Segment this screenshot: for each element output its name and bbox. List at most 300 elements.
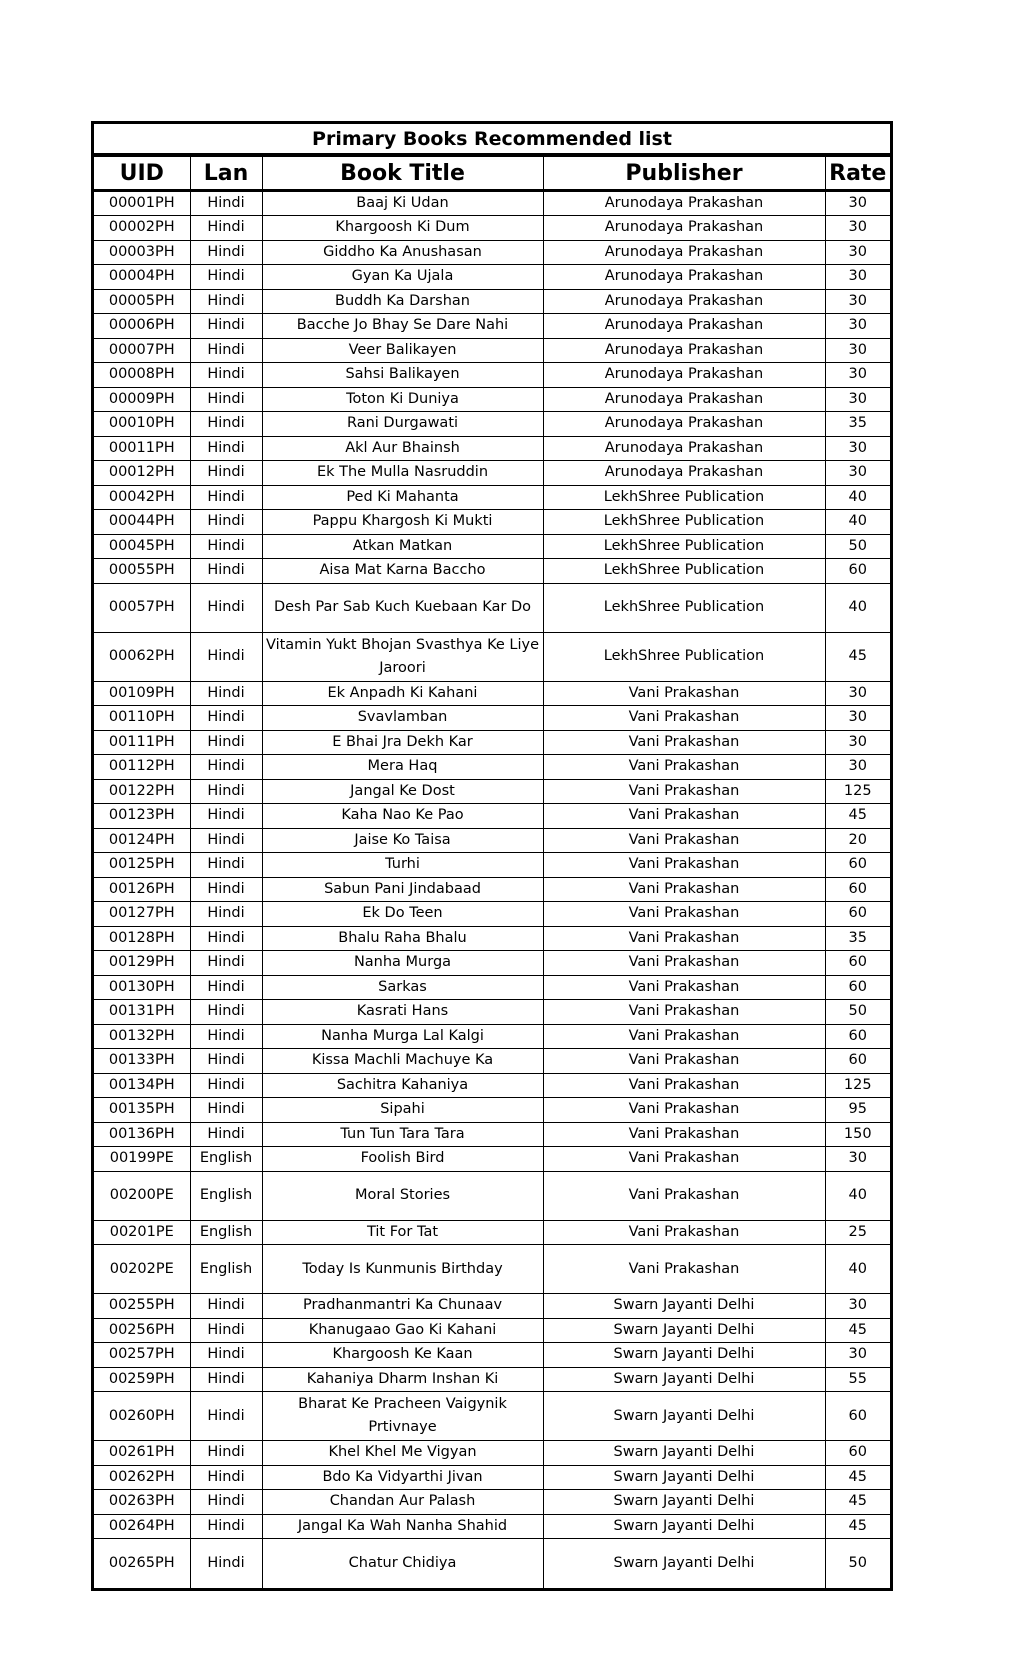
- book-title-cell: Nanha Murga: [262, 951, 543, 976]
- rate-cell: 30: [825, 730, 890, 755]
- publisher-cell: Arunodaya Prakashan: [543, 436, 825, 461]
- book-title-cell: Kaha Nao Ke Pao: [262, 804, 543, 829]
- table-row: [94, 1343, 890, 1368]
- uid-cell: 00122PH: [94, 779, 190, 804]
- publisher-cell: Vani Prakashan: [543, 1171, 825, 1220]
- language-cell: Hindi: [190, 1490, 262, 1515]
- book-title-cell: Akl Aur Bhainsh: [262, 436, 543, 461]
- book-title-cell: E Bhai Jra Dekh Kar: [262, 730, 543, 755]
- language-cell: Hindi: [190, 1514, 262, 1539]
- book-title-cell: Pradhanmantri Ka Chunaav: [262, 1294, 543, 1319]
- language-cell: Hindi: [190, 975, 262, 1000]
- publisher-cell: Vani Prakashan: [543, 755, 825, 780]
- rate-cell: 30: [825, 755, 890, 780]
- book-title-cell: Vitamin Yukt Bhojan Svasthya Ke Liye Jaroori: [262, 632, 543, 681]
- publisher-cell: Vani Prakashan: [543, 1024, 825, 1049]
- uid-cell: 00202PE: [94, 1245, 190, 1294]
- rate-cell: 45: [825, 1465, 890, 1490]
- language-cell: Hindi: [190, 240, 262, 265]
- publisher-cell: Swarn Jayanti Delhi: [543, 1318, 825, 1343]
- publisher-cell: Arunodaya Prakashan: [543, 461, 825, 486]
- uid-cell: 00042PH: [94, 485, 190, 510]
- publisher-cell: Vani Prakashan: [543, 902, 825, 927]
- uid-cell: 00265PH: [94, 1539, 190, 1588]
- book-title-cell: Rani Durgawati: [262, 412, 543, 437]
- language-cell: Hindi: [190, 730, 262, 755]
- language-cell: Hindi: [190, 755, 262, 780]
- uid-cell: 00125PH: [94, 853, 190, 878]
- rate-cell: 30: [825, 681, 890, 706]
- rate-cell: 45: [825, 804, 890, 829]
- rate-cell: 50: [825, 1000, 890, 1025]
- book-title-cell: Baaj Ki Udan: [262, 191, 543, 216]
- table-row: [94, 779, 890, 804]
- table-row: [94, 1122, 890, 1147]
- header-uid: UID: [94, 157, 190, 191]
- language-cell: Hindi: [190, 1000, 262, 1025]
- publisher-cell: Swarn Jayanti Delhi: [543, 1294, 825, 1319]
- language-cell: Hindi: [190, 510, 262, 535]
- publisher-cell: Vani Prakashan: [543, 681, 825, 706]
- uid-cell: 00012PH: [94, 461, 190, 486]
- language-cell: Hindi: [190, 1294, 262, 1319]
- publisher-cell: Swarn Jayanti Delhi: [543, 1343, 825, 1368]
- rate-cell: 60: [825, 1024, 890, 1049]
- uid-cell: 00259PH: [94, 1367, 190, 1392]
- rate-cell: 40: [825, 1171, 890, 1220]
- book-title-cell: Buddh Ka Darshan: [262, 289, 543, 314]
- publisher-cell: Vani Prakashan: [543, 804, 825, 829]
- uid-cell: 00111PH: [94, 730, 190, 755]
- table-row: [94, 706, 890, 731]
- language-cell: Hindi: [190, 1024, 262, 1049]
- uid-cell: 00129PH: [94, 951, 190, 976]
- book-title-cell: Atkan Matkan: [262, 534, 543, 559]
- table-row: [94, 191, 890, 216]
- book-title-cell: Chatur Chidiya: [262, 1539, 543, 1588]
- rate-cell: 125: [825, 779, 890, 804]
- rate-cell: 95: [825, 1098, 890, 1123]
- rate-cell: 25: [825, 1220, 890, 1245]
- table-row: [94, 1220, 890, 1245]
- publisher-cell: LekhShree Publication: [543, 485, 825, 510]
- uid-cell: 00003PH: [94, 240, 190, 265]
- language-cell: Hindi: [190, 559, 262, 584]
- table-row: [94, 412, 890, 437]
- language-cell: Hindi: [190, 314, 262, 339]
- publisher-cell: LekhShree Publication: [543, 632, 825, 681]
- rate-cell: 45: [825, 1490, 890, 1515]
- publisher-cell: Vani Prakashan: [543, 828, 825, 853]
- language-cell: Hindi: [190, 1465, 262, 1490]
- uid-cell: 00007PH: [94, 338, 190, 363]
- publisher-cell: Vani Prakashan: [543, 730, 825, 755]
- table-row: [94, 1318, 890, 1343]
- uid-cell: 00200PE: [94, 1171, 190, 1220]
- language-cell: English: [190, 1220, 262, 1245]
- uid-cell: 00055PH: [94, 559, 190, 584]
- publisher-cell: Vani Prakashan: [543, 1220, 825, 1245]
- table-row: [94, 240, 890, 265]
- rate-cell: 30: [825, 265, 890, 290]
- table-row: [94, 1000, 890, 1025]
- rate-cell: 60: [825, 951, 890, 976]
- book-title-cell: Giddho Ka Anushasan: [262, 240, 543, 265]
- uid-cell: 00136PH: [94, 1122, 190, 1147]
- table-row: [94, 1024, 890, 1049]
- language-cell: Hindi: [190, 681, 262, 706]
- book-title-cell: Ped Ki Mahanta: [262, 485, 543, 510]
- uid-cell: 00132PH: [94, 1024, 190, 1049]
- uid-cell: 00011PH: [94, 436, 190, 461]
- rate-cell: 40: [825, 1245, 890, 1294]
- table-row: [94, 804, 890, 829]
- table-row: [94, 877, 890, 902]
- book-title-cell: Bhalu Raha Bhalu: [262, 926, 543, 951]
- table-row: [94, 510, 890, 535]
- header-rate: Rate: [825, 157, 890, 191]
- uid-cell: 00110PH: [94, 706, 190, 731]
- book-title-cell: Gyan Ka Ujala: [262, 265, 543, 290]
- uid-cell: 00255PH: [94, 1294, 190, 1319]
- uid-cell: 00128PH: [94, 926, 190, 951]
- book-title-cell: Jangal Ka Wah Nanha Shahid: [262, 1514, 543, 1539]
- uid-cell: 00256PH: [94, 1318, 190, 1343]
- rate-cell: 20: [825, 828, 890, 853]
- uid-cell: 00109PH: [94, 681, 190, 706]
- rate-cell: 30: [825, 338, 890, 363]
- rate-cell: 60: [825, 1049, 890, 1074]
- language-cell: Hindi: [190, 1441, 262, 1466]
- book-title-cell: Mera Haq: [262, 755, 543, 780]
- rate-cell: 150: [825, 1122, 890, 1147]
- table-row: [94, 1073, 890, 1098]
- table-row: [94, 534, 890, 559]
- book-title-cell: Today Is Kunmunis Birthday: [262, 1245, 543, 1294]
- book-title-cell: Pappu Khargosh Ki Mukti: [262, 510, 543, 535]
- uid-cell: 00123PH: [94, 804, 190, 829]
- rate-cell: 30: [825, 1294, 890, 1319]
- book-title-cell: Bharat Ke Pracheen Vaigynik Prtivnaye: [262, 1392, 543, 1441]
- uid-cell: 00001PH: [94, 191, 190, 216]
- language-cell: Hindi: [190, 951, 262, 976]
- rate-cell: 50: [825, 534, 890, 559]
- uid-cell: 00124PH: [94, 828, 190, 853]
- language-cell: Hindi: [190, 804, 262, 829]
- publisher-cell: Vani Prakashan: [543, 926, 825, 951]
- uid-cell: 00002PH: [94, 216, 190, 241]
- rate-cell: 30: [825, 240, 890, 265]
- publisher-cell: Vani Prakashan: [543, 951, 825, 976]
- publisher-cell: Vani Prakashan: [543, 1073, 825, 1098]
- table-row: [94, 485, 890, 510]
- table-row: [94, 387, 890, 412]
- publisher-cell: Arunodaya Prakashan: [543, 338, 825, 363]
- language-cell: Hindi: [190, 779, 262, 804]
- publisher-cell: Vani Prakashan: [543, 706, 825, 731]
- book-title-cell: Jangal Ke Dost: [262, 779, 543, 804]
- table-row: [94, 1245, 890, 1294]
- rate-cell: 45: [825, 1514, 890, 1539]
- language-cell: English: [190, 1171, 262, 1220]
- publisher-cell: Arunodaya Prakashan: [543, 289, 825, 314]
- table-row: [94, 975, 890, 1000]
- language-cell: Hindi: [190, 877, 262, 902]
- publisher-cell: Vani Prakashan: [543, 1098, 825, 1123]
- uid-cell: 00005PH: [94, 289, 190, 314]
- book-title-cell: Desh Par Sab Kuch Kuebaan Kar Do: [262, 583, 543, 632]
- rate-cell: 30: [825, 191, 890, 216]
- book-title-cell: Ek Anpadh Ki Kahani: [262, 681, 543, 706]
- table-row: [94, 951, 890, 976]
- books-table: [94, 156, 890, 1588]
- rate-cell: 45: [825, 632, 890, 681]
- table-row: [94, 1490, 890, 1515]
- book-title-cell: Tun Tun Tara Tara: [262, 1122, 543, 1147]
- book-title-cell: Sachitra Kahaniya: [262, 1073, 543, 1098]
- header-book-title: Book Title: [262, 157, 543, 191]
- rate-cell: 30: [825, 706, 890, 731]
- uid-cell: 00134PH: [94, 1073, 190, 1098]
- language-cell: Hindi: [190, 461, 262, 486]
- table-title: Primary Books Recommended list: [94, 124, 890, 156]
- table-row: [94, 1049, 890, 1074]
- uid-cell: 00062PH: [94, 632, 190, 681]
- rate-cell: 30: [825, 363, 890, 388]
- book-title-cell: Moral Stories: [262, 1171, 543, 1220]
- book-title-cell: Bacche Jo Bhay Se Dare Nahi: [262, 314, 543, 339]
- publisher-cell: Vani Prakashan: [543, 1049, 825, 1074]
- publisher-cell: Vani Prakashan: [543, 877, 825, 902]
- publisher-cell: Arunodaya Prakashan: [543, 412, 825, 437]
- publisher-cell: Vani Prakashan: [543, 1122, 825, 1147]
- publisher-cell: Swarn Jayanti Delhi: [543, 1514, 825, 1539]
- language-cell: Hindi: [190, 265, 262, 290]
- table-row: [94, 755, 890, 780]
- uid-cell: 00127PH: [94, 902, 190, 927]
- publisher-cell: LekhShree Publication: [543, 510, 825, 535]
- table-row: [94, 1392, 890, 1441]
- rate-cell: 60: [825, 853, 890, 878]
- publisher-cell: Swarn Jayanti Delhi: [543, 1539, 825, 1588]
- language-cell: Hindi: [190, 485, 262, 510]
- publisher-cell: Swarn Jayanti Delhi: [543, 1392, 825, 1441]
- language-cell: English: [190, 1245, 262, 1294]
- uid-cell: 00009PH: [94, 387, 190, 412]
- book-title-cell: Sabun Pani Jindabaad: [262, 877, 543, 902]
- uid-cell: 00260PH: [94, 1392, 190, 1441]
- rate-cell: 40: [825, 485, 890, 510]
- rate-cell: 35: [825, 412, 890, 437]
- language-cell: Hindi: [190, 902, 262, 927]
- publisher-cell: Vani Prakashan: [543, 1147, 825, 1172]
- uid-cell: 00133PH: [94, 1049, 190, 1074]
- uid-cell: 00201PE: [94, 1220, 190, 1245]
- table-row: [94, 583, 890, 632]
- table-row: [94, 314, 890, 339]
- book-title-cell: Sarkas: [262, 975, 543, 1000]
- language-cell: Hindi: [190, 1122, 262, 1147]
- book-title-cell: Bdo Ka Vidyarthi Jivan: [262, 1465, 543, 1490]
- language-cell: Hindi: [190, 1318, 262, 1343]
- language-cell: Hindi: [190, 583, 262, 632]
- book-title-cell: Sahsi Balikayen: [262, 363, 543, 388]
- publisher-cell: Vani Prakashan: [543, 975, 825, 1000]
- rate-cell: 125: [825, 1073, 890, 1098]
- uid-cell: 00044PH: [94, 510, 190, 535]
- publisher-cell: Vani Prakashan: [543, 1000, 825, 1025]
- header-lan: Lan: [190, 157, 262, 191]
- book-title-cell: Kasrati Hans: [262, 1000, 543, 1025]
- table-row: [94, 436, 890, 461]
- language-cell: English: [190, 1147, 262, 1172]
- table-row: [94, 853, 890, 878]
- book-title-cell: Khanugaao Gao Ki Kahani: [262, 1318, 543, 1343]
- table-row: [94, 1539, 890, 1588]
- rate-cell: 30: [825, 1343, 890, 1368]
- table-row: [94, 265, 890, 290]
- publisher-cell: Arunodaya Prakashan: [543, 265, 825, 290]
- language-cell: Hindi: [190, 706, 262, 731]
- header-row: [94, 157, 890, 191]
- rate-cell: 55: [825, 1367, 890, 1392]
- rate-cell: 60: [825, 975, 890, 1000]
- publisher-cell: Swarn Jayanti Delhi: [543, 1465, 825, 1490]
- uid-cell: 00008PH: [94, 363, 190, 388]
- table-row: [94, 730, 890, 755]
- publisher-cell: Swarn Jayanti Delhi: [543, 1441, 825, 1466]
- table-row: [94, 681, 890, 706]
- publisher-cell: Vani Prakashan: [543, 1245, 825, 1294]
- uid-cell: 00057PH: [94, 583, 190, 632]
- book-title-cell: Kahaniya Dharm Inshan Ki: [262, 1367, 543, 1392]
- table-row: [94, 338, 890, 363]
- rate-cell: 60: [825, 902, 890, 927]
- publisher-cell: Swarn Jayanti Delhi: [543, 1367, 825, 1392]
- book-title-cell: Khel Khel Me Vigyan: [262, 1441, 543, 1466]
- language-cell: Hindi: [190, 534, 262, 559]
- table-row: [94, 289, 890, 314]
- rate-cell: 35: [825, 926, 890, 951]
- table-row: [94, 1098, 890, 1123]
- rate-cell: 60: [825, 1392, 890, 1441]
- book-title-cell: Chandan Aur Palash: [262, 1490, 543, 1515]
- publisher-cell: Vani Prakashan: [543, 853, 825, 878]
- book-title-cell: Ek The Mulla Nasruddin: [262, 461, 543, 486]
- uid-cell: 00045PH: [94, 534, 190, 559]
- uid-cell: 00262PH: [94, 1465, 190, 1490]
- book-title-cell: Toton Ki Duniya: [262, 387, 543, 412]
- publisher-cell: Arunodaya Prakashan: [543, 191, 825, 216]
- table-row: [94, 1147, 890, 1172]
- language-cell: Hindi: [190, 1098, 262, 1123]
- table-row: [94, 926, 890, 951]
- language-cell: Hindi: [190, 828, 262, 853]
- uid-cell: 00004PH: [94, 265, 190, 290]
- publisher-cell: Vani Prakashan: [543, 779, 825, 804]
- book-title-cell: Khargoosh Ki Dum: [262, 216, 543, 241]
- uid-cell: 00006PH: [94, 314, 190, 339]
- uid-cell: 00257PH: [94, 1343, 190, 1368]
- book-title-cell: Jaise Ko Taisa: [262, 828, 543, 853]
- table-row: [94, 1465, 890, 1490]
- book-title-cell: Sipahi: [262, 1098, 543, 1123]
- language-cell: Hindi: [190, 1049, 262, 1074]
- rate-cell: 60: [825, 877, 890, 902]
- rate-cell: 45: [825, 1318, 890, 1343]
- rate-cell: 60: [825, 559, 890, 584]
- table-row: [94, 559, 890, 584]
- publisher-cell: Arunodaya Prakashan: [543, 216, 825, 241]
- uid-cell: 00130PH: [94, 975, 190, 1000]
- book-title-cell: Svavlamban: [262, 706, 543, 731]
- publisher-cell: Arunodaya Prakashan: [543, 363, 825, 388]
- uid-cell: 00135PH: [94, 1098, 190, 1123]
- rate-cell: 30: [825, 289, 890, 314]
- uid-cell: 00126PH: [94, 877, 190, 902]
- language-cell: Hindi: [190, 338, 262, 363]
- publisher-cell: Swarn Jayanti Delhi: [543, 1490, 825, 1515]
- table-row: [94, 1294, 890, 1319]
- uid-cell: 00261PH: [94, 1441, 190, 1466]
- publisher-cell: LekhShree Publication: [543, 534, 825, 559]
- rate-cell: 30: [825, 461, 890, 486]
- rate-cell: 30: [825, 436, 890, 461]
- language-cell: Hindi: [190, 216, 262, 241]
- language-cell: Hindi: [190, 1392, 262, 1441]
- book-title-cell: Nanha Murga Lal Kalgi: [262, 1024, 543, 1049]
- language-cell: Hindi: [190, 412, 262, 437]
- book-title-cell: Veer Balikayen: [262, 338, 543, 363]
- publisher-cell: Arunodaya Prakashan: [543, 240, 825, 265]
- book-title-cell: Kissa Machli Machuye Ka: [262, 1049, 543, 1074]
- table-row: [94, 363, 890, 388]
- uid-cell: 00263PH: [94, 1490, 190, 1515]
- rate-cell: 40: [825, 583, 890, 632]
- publisher-cell: Arunodaya Prakashan: [543, 387, 825, 412]
- rate-cell: 60: [825, 1441, 890, 1466]
- language-cell: Hindi: [190, 1539, 262, 1588]
- book-title-cell: Foolish Bird: [262, 1147, 543, 1172]
- uid-cell: 00199PE: [94, 1147, 190, 1172]
- table-row: [94, 1367, 890, 1392]
- uid-cell: 00010PH: [94, 412, 190, 437]
- language-cell: Hindi: [190, 191, 262, 216]
- table-row: [94, 461, 890, 486]
- publisher-cell: Arunodaya Prakashan: [543, 314, 825, 339]
- language-cell: Hindi: [190, 363, 262, 388]
- language-cell: Hindi: [190, 632, 262, 681]
- book-title-cell: Khargoosh Ke Kaan: [262, 1343, 543, 1368]
- book-title-cell: Aisa Mat Karna Baccho: [262, 559, 543, 584]
- language-cell: Hindi: [190, 1367, 262, 1392]
- language-cell: Hindi: [190, 1343, 262, 1368]
- language-cell: Hindi: [190, 436, 262, 461]
- table-row: [94, 1441, 890, 1466]
- table-row: [94, 632, 890, 681]
- uid-cell: 00131PH: [94, 1000, 190, 1025]
- table-row: [94, 216, 890, 241]
- rate-cell: 30: [825, 216, 890, 241]
- language-cell: Hindi: [190, 387, 262, 412]
- rate-cell: 30: [825, 1147, 890, 1172]
- table-row: [94, 1514, 890, 1539]
- language-cell: Hindi: [190, 289, 262, 314]
- uid-cell: 00112PH: [94, 755, 190, 780]
- book-title-cell: Ek Do Teen: [262, 902, 543, 927]
- language-cell: Hindi: [190, 1073, 262, 1098]
- book-title-cell: Tit For Tat: [262, 1220, 543, 1245]
